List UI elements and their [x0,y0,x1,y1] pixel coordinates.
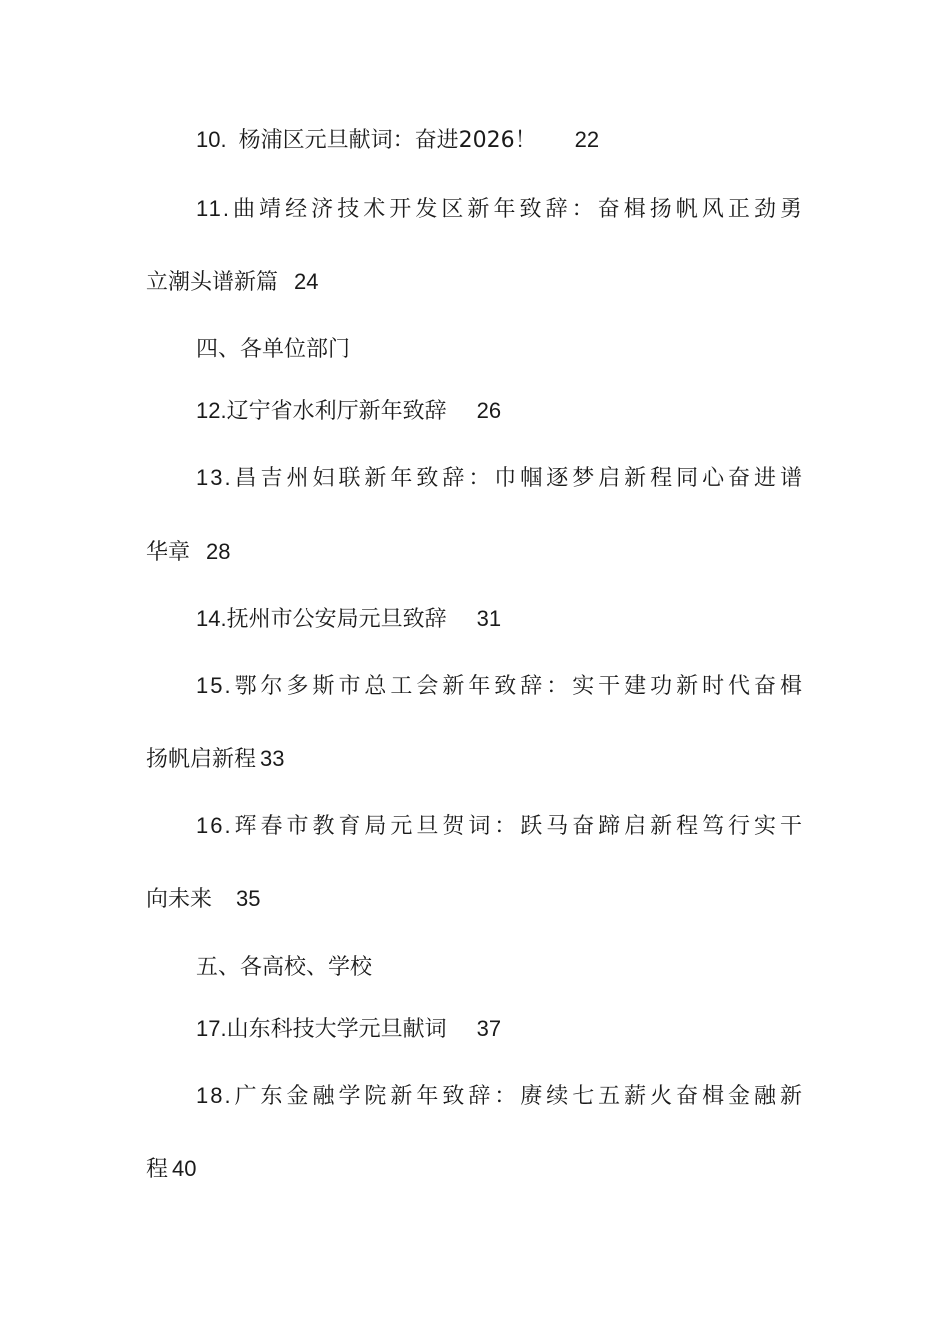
toc-number: 18. [196,1083,233,1108]
toc-number: 10. [196,127,227,152]
toc-page-number: 35 [236,886,261,911]
toc-number: 13. [196,465,233,490]
toc-page-number: 28 [206,539,231,564]
toc-entry-15-line1[interactable] [146,672,804,701]
toc-entry-14[interactable] [196,605,501,634]
toc-number: 12. [196,398,227,423]
toc-title: 山东科技大学元旦献词 [226,1017,447,1042]
toc-entry-18-line2[interactable] [146,1155,197,1184]
toc-title: 广东金融学院新年致辞：赓续七五薪火奋楫金融新 [232,1084,804,1109]
toc-entry-18-line1[interactable] [146,1082,804,1111]
toc-entry-16-line2[interactable] [146,885,261,914]
toc-page-number: 26 [476,398,502,423]
section-heading-4: 四、各单位部门 [196,337,351,362]
toc-entry-11-line1[interactable] [146,195,804,224]
toc-title-cont: 扬帆启新程 [146,747,257,772]
toc-entry-17[interactable] [196,1015,501,1044]
toc-number: 16. [196,813,233,838]
toc-number: 14. [196,606,227,631]
toc-title: 鄂尔多斯市总工会新年致辞：实干建功新时代奋楫 [232,674,804,699]
toc-page-number: 24 [294,269,319,294]
toc-page-number: 31 [476,606,502,631]
toc-entry-15-line2[interactable] [146,745,285,774]
toc-title-cont: 立潮头谱新篇 [146,270,279,295]
toc-page-number: 22 [574,127,600,152]
toc-title-cont: 程 [146,1157,169,1182]
toc-page-number: 33 [260,746,285,771]
toc-entry-13-line1[interactable] [146,464,804,493]
toc-title-cont: 华章 [146,540,191,565]
toc-title: 抚州市公安局元旦致辞 [226,607,447,632]
toc-title-cont: 向未来 [146,887,213,912]
toc-title: 昌吉州妇联新年致辞：巾帼逐梦启新程同心奋进谱 [232,466,804,491]
toc-entry-16-line1[interactable] [146,812,804,841]
toc-title: 曲靖经济技术开发区新年致辞：奋楫扬帆风正劲勇 [230,197,804,222]
toc-page-number: 37 [476,1016,502,1041]
toc-entry-10[interactable] [196,126,599,155]
toc-number: 17. [196,1016,227,1041]
section-heading-5: 五、各高校、学校 [196,955,373,980]
toc-number: 11. [196,196,231,221]
toc-title: 辽宁省水利厅新年致辞 [226,399,447,424]
toc-number: 15. [196,673,233,698]
toc-title: 杨浦区元旦献词：奋进2026！ [238,128,537,153]
toc-page-number: 40 [172,1156,197,1181]
toc-entry-11-line2[interactable] [146,268,319,297]
toc-entry-13-line2[interactable] [146,538,231,567]
toc-entry-12[interactable] [196,397,501,426]
toc-title: 珲春市教育局元旦贺词：跃马奋蹄启新程笃行实干 [232,814,804,839]
